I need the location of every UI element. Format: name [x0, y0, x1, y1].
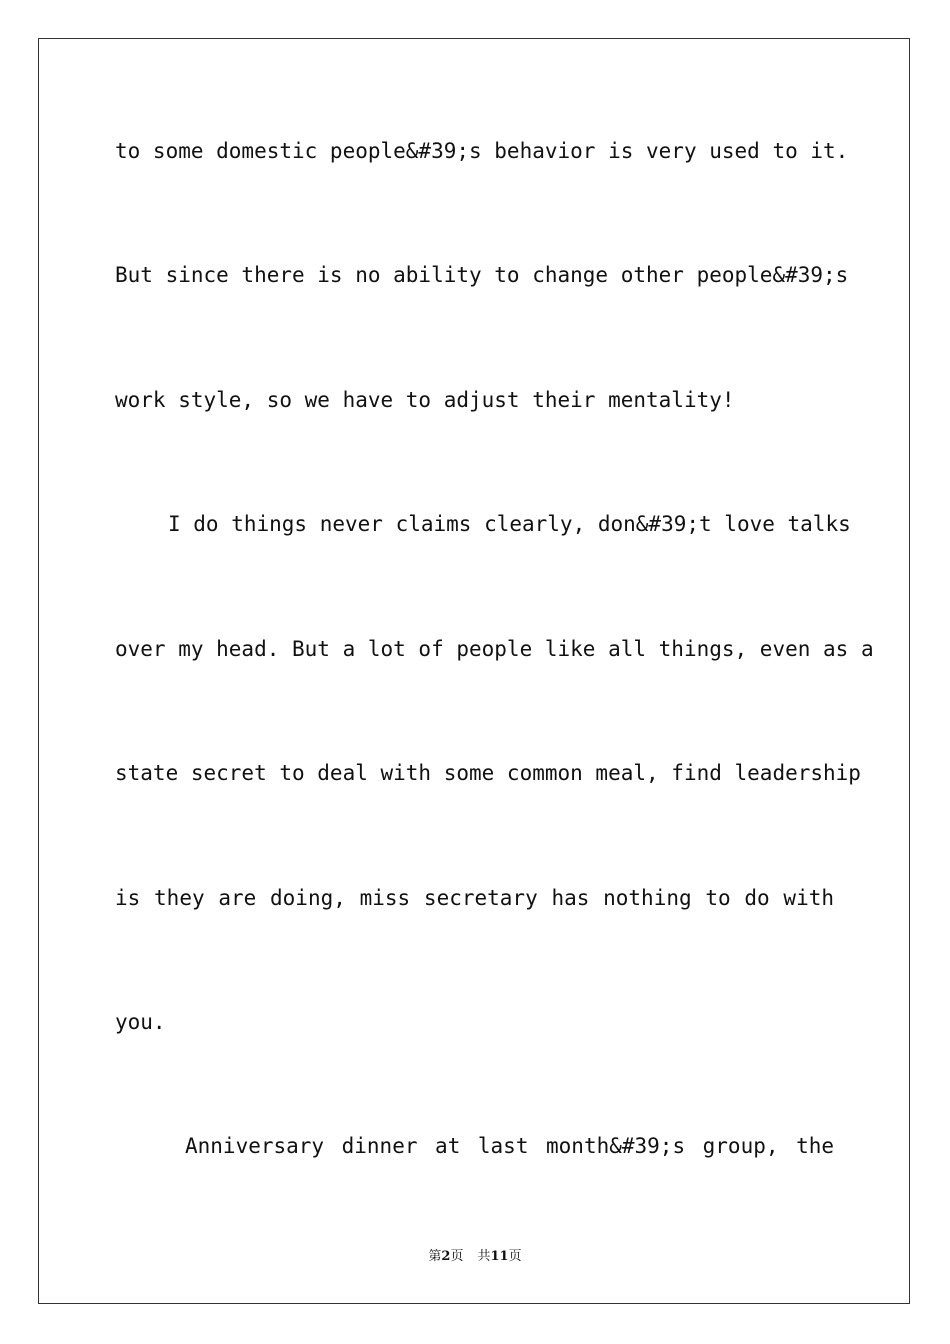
- page-number: 2: [441, 1249, 451, 1264]
- page-suffix: 页: [450, 1249, 464, 1264]
- body-text-line: state secret to deal with some common meal, find leadership: [115, 761, 861, 785]
- body-text-line: Anniversary dinner at last month&#39;s group, the: [185, 1134, 834, 1158]
- total-suffix: 页: [508, 1249, 522, 1264]
- body-text-line: work style, so we have to adjust their mentality!: [115, 388, 735, 412]
- page-footer: [0, 1247, 950, 1267]
- body-text-line: is they are doing, miss secretary has nothing to do with: [115, 886, 834, 910]
- page-frame: [38, 38, 910, 1304]
- body-text-line: to some domestic people&#39;s behavior is very used to it.: [115, 139, 849, 163]
- body-text-line: you.: [115, 1010, 166, 1034]
- body-text-line: I do things never claims clearly, don&#39;t love talks: [168, 512, 851, 536]
- body-text-line: over my head. But a lot of people like all things, even as a: [115, 637, 874, 661]
- total-pages: 11: [490, 1249, 509, 1264]
- total-prefix: 共: [477, 1249, 491, 1264]
- body-text-line: But since there is no ability to change other people&#39;s: [115, 263, 849, 287]
- page-prefix: 第: [428, 1249, 442, 1264]
